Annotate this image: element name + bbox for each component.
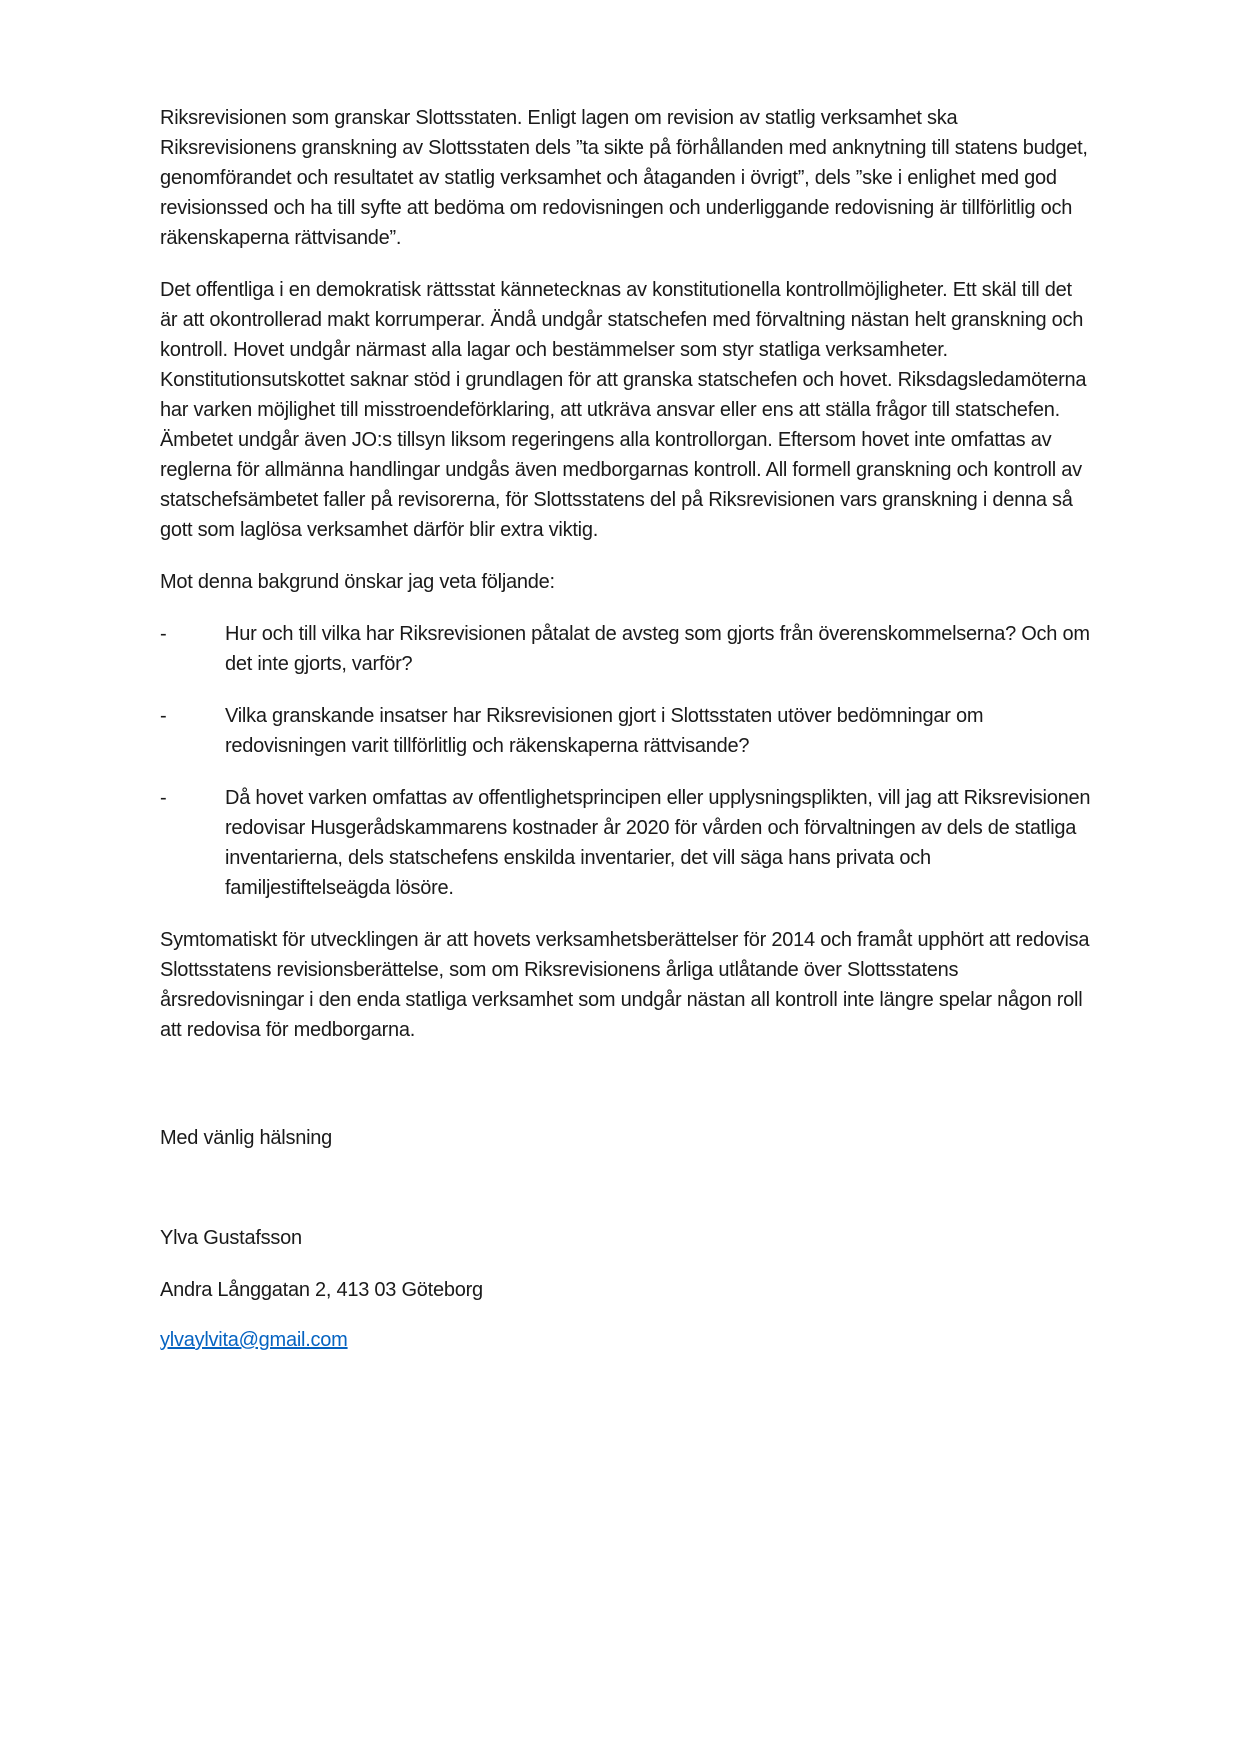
bullet-item — [160, 783, 1092, 903]
email-link[interactable]: ylvaylvita@gmail.com — [160, 1329, 348, 1351]
bullet-dash-marker: - — [160, 623, 167, 645]
bullet-text: Då hovet varken omfattas av offentlighetsprincipen eller upplysningsplikten, vill jag att Riksrevisionen redovisar Husgerådskammarens kostnader år 2020 för vården och förvaltningen av dels de statliga inventarierna, dels statschefens enskilda inventarier, det vill säga hans privata och familjestiftelseägda lösöre. — [225, 787, 1091, 899]
closing-salutation: Med vänlig hälsning — [160, 1127, 333, 1149]
paragraph-intro: Riksrevisionen som granskar Slottsstaten. Enligt lagen om revision av statlig verksamhet ska Riksrevisionens granskning av Slottsstaten dels ”ta sikte på förhållanden med anknytning till statens budget, genomförandet och resultatet av statlig verksamhet och åtaganden i övrigt”, dels ”ske i enlighet med god revisionssed och ha till syfte att bedöma om redovisningen och underliggande redovisning är tillförlitlig och räkenskaperna rättvisande”. — [160, 107, 1088, 249]
bullet-text: Vilka granskande insatser har Riksrevisionen gjort i Slottsstaten utöver bedömningar om redovisningen varit tillförlitlig och räkenskaperna rättvisande? — [225, 705, 984, 757]
bullet-dash-marker: - — [160, 705, 167, 727]
bullet-item — [160, 701, 1092, 761]
letter-body — [160, 103, 1092, 1355]
signature-address: Andra Långgatan 2, 413 03 Göteborg — [160, 1279, 483, 1301]
paragraph-background: Det offentliga i en demokratisk rättsstat kännetecknas av konstitutionella kontrollmöjligheter. Ett skäl till det är att okontrollerad makt korrumperar. Ändå undgår statschefen med förvaltning nästan helt granskning och kontroll. Hovet undgår närmast alla lagar och bestämmelser som styr statliga verksamheter. Konstitutionsutskottet saknar stöd i grundlagen för att granska statschefen och hovet. Riksdagsledamöterna har varken möjlighet till misstroendeförklaring, att utkräva ansvar eller ens att ställa frågor till statschefen. Ämbetet undgår även JO:s tillsyn liksom regeringens alla kontrollorgan. Eftersom hovet inte omfattas av reglerna för allmänna handlingar undgås även medborgarnas kontroll. All formell granskning och kontroll av statschefsämbetet faller på revisorerna, för Slottsstatens del på Riksrevisionen vars granskning i denna så gott som laglösa verksamhet därför blir extra viktig. — [160, 279, 1087, 541]
bullet-item — [160, 619, 1092, 679]
signature-email-line — [160, 1325, 1092, 1355]
question-list — [160, 619, 1092, 903]
paragraph-symptomatic: Symtomatiskt för utvecklingen är att hovets verksamhetsberättelser för 2014 och framåt upphört att redovisa Slottsstatens revisionsberättelse, som om Riksrevisionens årliga utlåtande över Slottsstatens årsredovisningar i den enda statliga verksamhet som undgår nästan all kontroll inte längre spelar någon roll att redovisa för medborgarna. — [160, 929, 1090, 1041]
paragraph-request-lead: Mot denna bakgrund önskar jag veta följande: — [160, 571, 555, 593]
bullet-text: Hur och till vilka har Riksrevisionen påtalat de avsteg som gjorts från överenskommelserna? Och om det inte gjorts, varför? — [225, 623, 1090, 675]
bullet-dash-marker: - — [160, 787, 167, 809]
signature-name: Ylva Gustafsson — [160, 1227, 302, 1249]
